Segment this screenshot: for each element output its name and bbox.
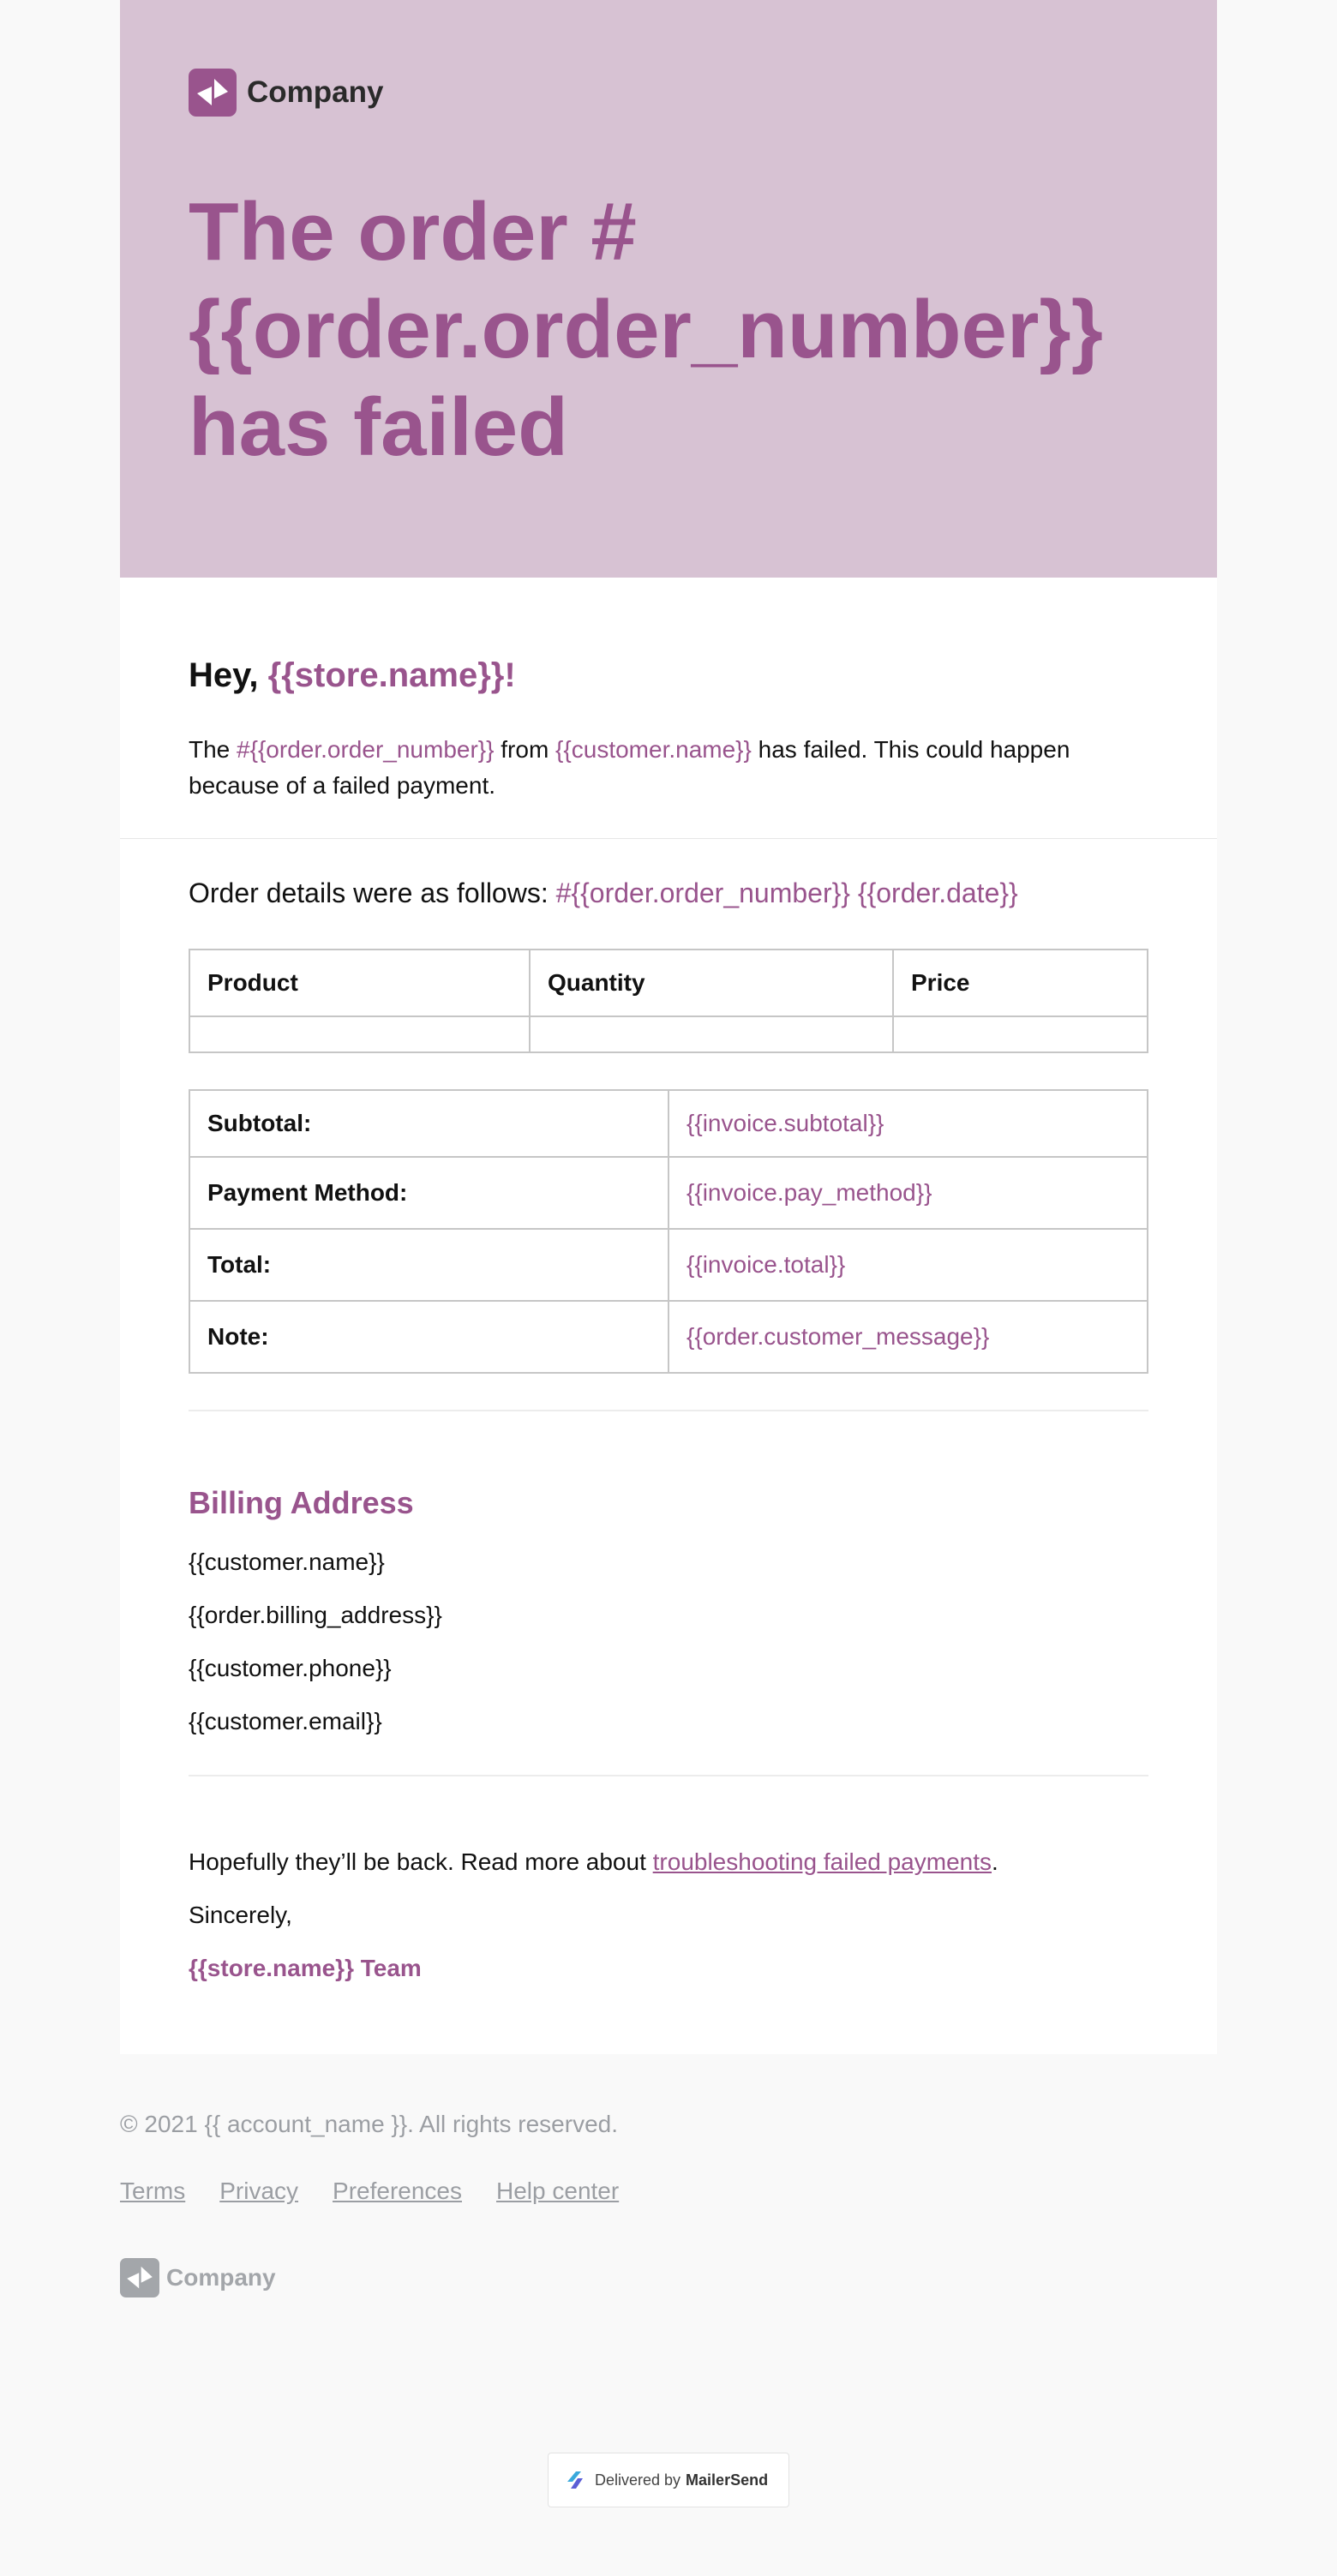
email-container [120,0,1217,2297]
intro-text-2: from [494,736,556,763]
summary-value: {{invoice.pay_method}} [668,1157,1148,1229]
items-table-header-row [189,950,1148,1016]
details-order-date: {{order.date}} [857,878,1018,908]
intro-text-3: has failed. This could happen because of a failed payment. [189,736,1070,799]
footer-link-terms[interactable]: Terms [120,2178,186,2204]
summary-table [189,1089,1148,1374]
mailersend-name: MailerSend [686,2471,769,2489]
column-header-product: Product [189,950,530,1016]
intro-text-1: The [189,736,237,763]
footer-brand [120,2258,1217,2297]
greeting-store: {{store.name}}! [267,656,516,694]
brand [189,69,1148,117]
footer-logo-icon [120,2258,159,2297]
intro-order-ref: #{{order.order_number}} [237,736,495,763]
table-row [189,1016,1148,1052]
summary-value: {{order.customer_message}} [668,1301,1148,1373]
billing-address-section [120,1411,1217,1739]
footer-brand-name: Company [166,2264,276,2291]
column-header-quantity: Quantity [530,950,893,1016]
closing-text: Hopefully they’ll be back. Read more about [189,1848,653,1875]
footer-links [120,2178,1217,2205]
order-details-section [120,839,1217,1374]
intro-customer: {{customer.name}} [555,736,752,763]
details-order-ref: #{{order.order_number}} [555,878,850,908]
delivered-by-badge[interactable] [548,2453,789,2507]
footer [120,2054,1217,2297]
footer-link-preferences[interactable]: Preferences [333,2178,462,2204]
page-title: The order # {{order.order_number}} has failed [189,186,1104,473]
hero-header [120,0,1217,578]
greeting-section [120,578,1217,839]
closing-section [120,1776,1217,2054]
table-cell [893,1016,1148,1052]
delivered-by-text: Delivered by [595,2471,681,2489]
greeting-prefix: Hey, [189,656,268,694]
closing-period: . [992,1848,998,1875]
summary-row-subtotal [189,1090,1148,1157]
summary-row-note [189,1301,1148,1373]
summary-value: {{invoice.total}} [668,1229,1148,1301]
footer-link-privacy[interactable]: Privacy [219,2178,299,2204]
sincerely-text: Sincerely, [189,1902,292,1928]
copyright-text: © 2021 {{ account_name }}. All rights reserved. [120,2111,618,2137]
email-body [120,578,1217,2054]
billing-line-phone: {{customer.phone}} [189,1655,392,1681]
summary-label: Payment Method: [189,1157,668,1229]
intro-paragraph [189,732,1148,804]
summary-row-total [189,1229,1148,1301]
footer-link-help-center[interactable]: Help center [496,2178,620,2204]
items-table [189,949,1148,1053]
summary-label: Total: [189,1229,668,1301]
billing-line-address: {{order.billing_address}} [189,1602,442,1628]
billing-address-title: Billing Address [189,1485,414,1520]
troubleshooting-link[interactable]: troubleshooting failed payments [652,1848,992,1875]
billing-line-email: {{customer.email}} [189,1708,382,1734]
company-logo-icon [189,69,237,117]
summary-row-payment-method [189,1157,1148,1229]
table-cell [530,1016,893,1052]
brand-name: Company [247,75,384,109]
closing-paragraph [189,1845,1148,1879]
mailersend-icon [562,2468,586,2492]
details-prefix: Order details were as follows: [189,878,556,908]
order-details-heading [189,875,1148,911]
column-header-price: Price [893,950,1148,1016]
greeting [189,653,1148,698]
billing-line-name: {{customer.name}} [189,1549,385,1575]
summary-label: Subtotal: [189,1090,668,1157]
table-cell [189,1016,530,1052]
signoff-team: {{store.name}} Team [189,1955,422,1981]
summary-value: {{invoice.subtotal}} [668,1090,1148,1157]
summary-label: Note: [189,1301,668,1373]
